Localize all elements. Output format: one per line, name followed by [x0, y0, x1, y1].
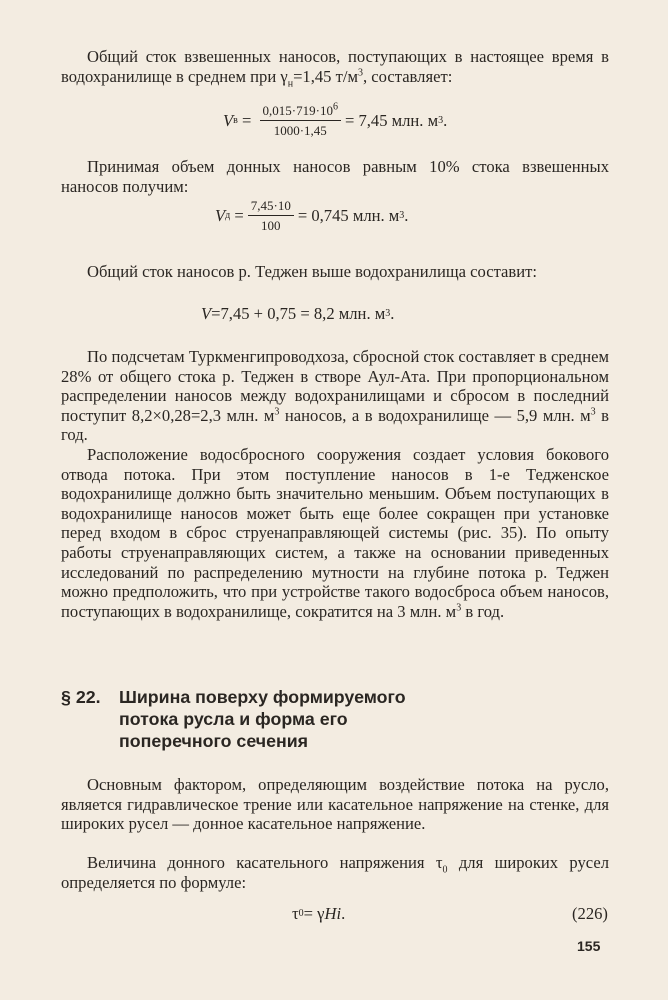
- formula-vd: V д = $\frac{7,45\cdot 10}{100}$ = 0,745 млн. м 3 .: [215, 198, 409, 233]
- paragraph-total-sediment: Общий сток наносов р. Теджен выше водохранилища составит:: [87, 262, 537, 281]
- paragraph-spillway: Расположение водосбросного сооружения создает условия бокового отвода потока. При этом поступление наносов в 1-е Тедженское водохранилище должно быть значительно меньшим. Объем поступающих в водохранилище наносов может быть еще более сокращен при установке перед входом в сброс струенаправляющей системы (рис. 35). По опыту работы струенаправляющих систем, а также на основании приведенных исследований по распределению мутности на глубине потока р. Теджен можно предположить, что при устройстве такого водосброса объем наносов, поступающих в водохранилище, сократится на 3 млн. $м^3$ в год.: [61, 445, 609, 621]
- fraction: $\frac{7,45\cdot 10}{100}$: [248, 198, 294, 233]
- formula-tau: τ 0 = γ Hi .: [292, 904, 346, 923]
- paragraph-distribution: По подсчетам Туркменгипроводхоза, сбросной сток составляет в среднем 28% от общего стока р. Теджен в створе Аул-Ата. При пропорциональном распределении наносов между водохранилищами и сбросом в последний поступит 8,2×0,28=2,3 млн. $м^3$ наносов, а в водохранилище — 5,9 млн. $м^3$ в год.: [61, 347, 609, 445]
- paragraph-shear-stress: Величина донного касательного напряжения $\tau_0$ для широких русел определяется по формуле:: [61, 853, 609, 892]
- formula-v: V =7,45 + 0,75 = 8,2 млн. м 3 .: [201, 304, 395, 323]
- section-heading: § 22. Ширина поверху формируемого потока русла и форма его поперечного сечения: [61, 687, 406, 751]
- paragraph-suspended-sediment: Общий сток взвешенных наносов, поступающих в настоящее время в водохранилище в среднем при $\gamma_н=1,45$ $т/м^3$, составляет:: [61, 47, 609, 89]
- equation-number: (226): [572, 904, 608, 923]
- fraction: $\frac{0,015\cdot 719\cdot 10^6}{1000\cdot 1,45}$: [260, 103, 341, 138]
- paragraph-bed-load: Принимая объем донных наносов равным 10% стока взвешенных наносов получим:: [61, 157, 609, 196]
- paragraph-main-factor: Основным фактором, определяющим воздействие потока на русло, является гидравлическое трение или касательное напряжение на стенке, для широких русел — донное касательное напряжение.: [61, 775, 609, 834]
- formula-vv: V в = $\frac{0,015\cdot 719\cdot 10^6}{1000\cdot 1,45}$ = 7,45 млн. м 3 .: [223, 101, 448, 138]
- page-number: 155: [577, 938, 601, 954]
